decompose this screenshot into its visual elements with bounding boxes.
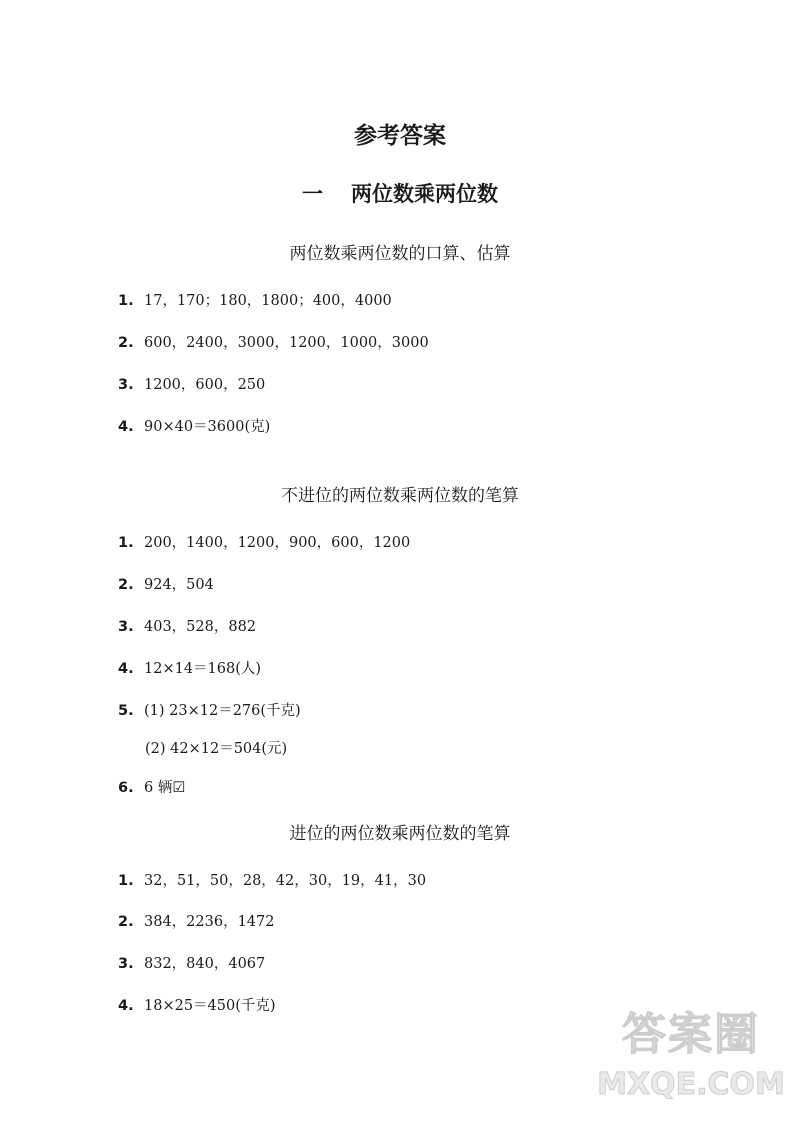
- item-text: 18×25＝450(千克): [144, 998, 276, 1014]
- item-text: 832，840，4067: [144, 956, 266, 972]
- item-text: 403，528，882: [144, 619, 257, 635]
- item-text: 32，51，50，28，42，30，19，41，30: [144, 873, 427, 889]
- item-text: 90×40＝3600(克): [144, 419, 271, 435]
- item-number: 3.: [118, 619, 134, 635]
- item-number: 1.: [118, 535, 134, 551]
- item-text: 600，2400，3000，1200，1000，3000: [144, 335, 429, 351]
- answer-item: [118, 994, 276, 1015]
- item-text: 924，504: [144, 577, 214, 593]
- answer-item: [118, 776, 185, 797]
- item-number: 3.: [118, 377, 134, 393]
- answer-item: [118, 373, 265, 394]
- item-text: 17，170；180，1800；400，4000: [144, 293, 392, 309]
- answer-subitem: (2) 42×12＝504(元): [145, 741, 288, 757]
- item-number: 3.: [118, 956, 134, 972]
- watermark-cn: 答案圈: [622, 1009, 760, 1060]
- chapter-heading: [0, 178, 800, 208]
- item-text: 6 辆☑: [144, 780, 186, 796]
- item-text: 1200，600，250: [144, 377, 266, 393]
- answer-item: [118, 289, 392, 310]
- answer-item: [118, 952, 265, 973]
- item-number: 2.: [118, 914, 134, 930]
- answer-item: [118, 699, 301, 720]
- answer-item: [118, 869, 426, 890]
- chapter-name: 两位数乘两位数: [351, 182, 498, 206]
- answer-item: [118, 531, 410, 552]
- section-heading-2: 不进位的两位数乘两位数的笔算: [281, 486, 519, 506]
- section-heading-1: 两位数乘两位数的口算、估算: [289, 244, 511, 264]
- item-number: 4.: [118, 419, 134, 435]
- answer-item: [118, 615, 256, 636]
- item-number: 4.: [118, 998, 134, 1014]
- item-number: 5.: [118, 703, 134, 719]
- item-number: 4.: [118, 661, 134, 677]
- answer-item: [118, 415, 270, 436]
- answer-item: [118, 331, 429, 352]
- page-title: 参考答案: [354, 123, 446, 149]
- section-heading-3: 进位的两位数乘两位数的笔算: [289, 824, 511, 844]
- answer-item: [118, 657, 261, 678]
- item-number: 6.: [118, 780, 134, 796]
- item-text: 12×14＝168(人): [144, 661, 262, 677]
- watermark-en: MXQE.COM: [597, 1067, 785, 1102]
- answer-item: [118, 573, 214, 594]
- item-number: 1.: [118, 873, 134, 889]
- item-number: 2.: [118, 335, 134, 351]
- answer-item: [118, 910, 274, 931]
- item-number: 1.: [118, 293, 134, 309]
- item-text: (1) 23×12＝276(千克): [144, 703, 301, 719]
- item-text: 384，2236，1472: [144, 914, 275, 930]
- item-text: 200，1400，1200，900，600，1200: [144, 535, 411, 551]
- item-number: 2.: [118, 577, 134, 593]
- chapter-number: 一: [302, 182, 323, 206]
- site-watermark: [596, 1005, 786, 1127]
